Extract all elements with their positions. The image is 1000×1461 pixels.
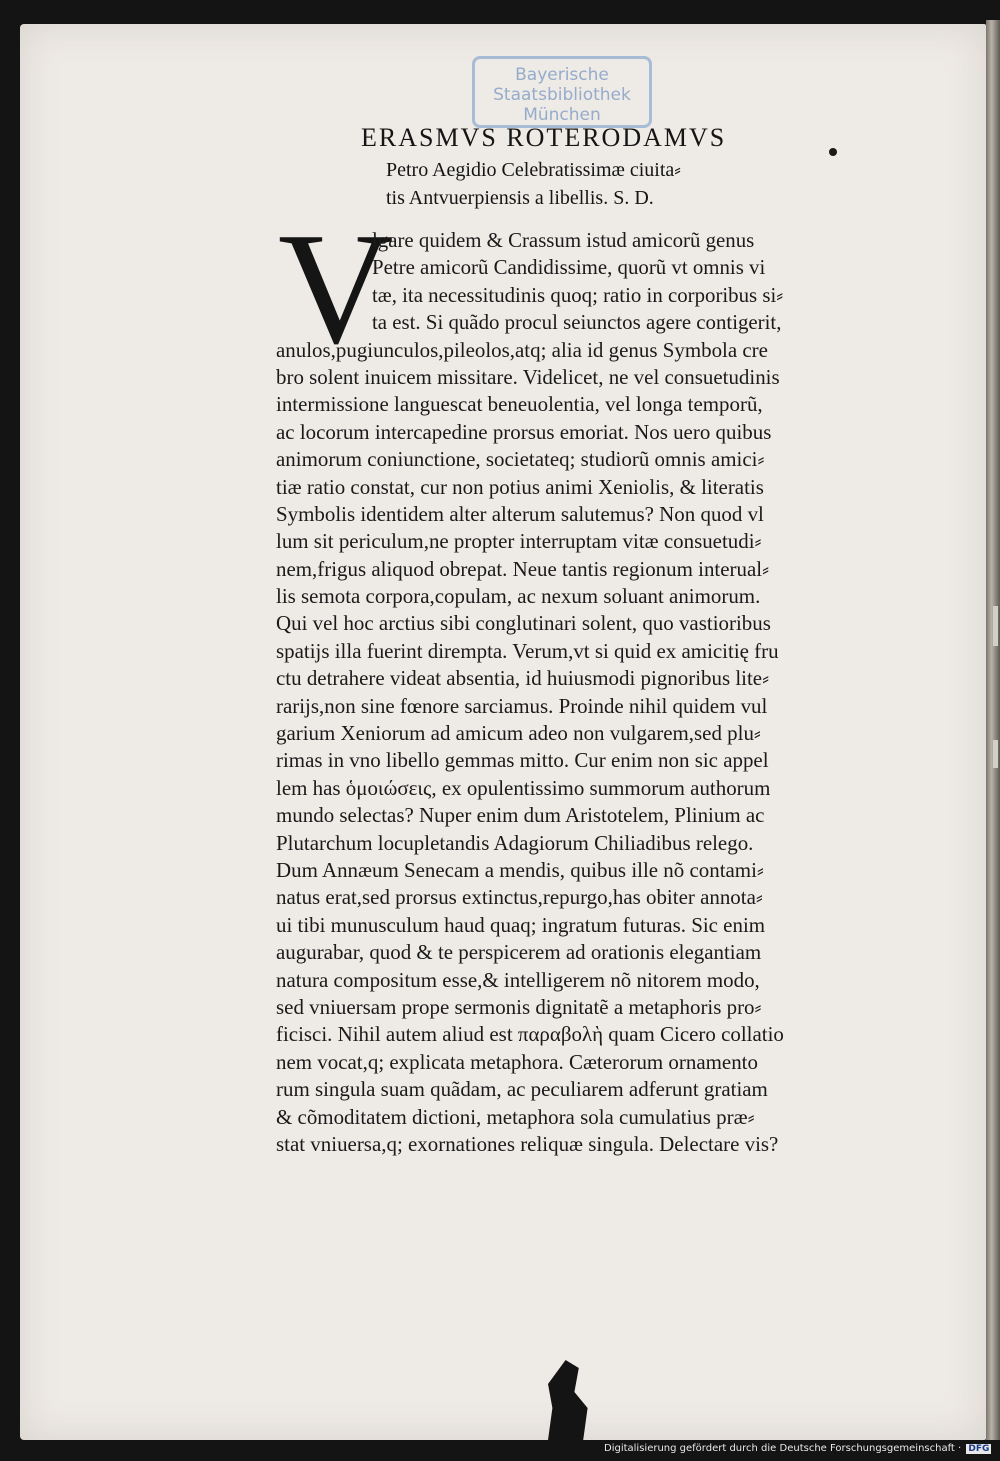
text-line: Symbolis identidem alter alterum salutemus? Non quod vl [276,501,764,526]
text-line: spatijs illa fuerint dirempta. Verum,vt si quid ex amicitię fru [276,638,779,663]
credit-text: Digitalisierung gefördert durch die Deutsche Forschungsgemeinschaft · [604,1443,962,1454]
text-line: augurabar, quod & te perspicerem ad orationis elegantiam [276,940,762,965]
stamp-line: Bayerische [515,65,609,85]
text-line: mundo selectas? Nuper enim dum Aristotelem, Plinium ac [276,803,765,828]
text-line: anulos,pugiunculos,pileolos,atq; alia id genus Symbola cre [276,337,768,362]
ink-dot [829,148,837,156]
dfg-logo: DFG [968,1444,990,1454]
subheading-line: tis Antvuerpiensis a libellis. S. D. [386,187,654,209]
text-line: ctu detrahere videat absentia, id huiusmodi pignoribus lite⸗ [276,666,770,691]
text-line: Dum Annæum Senecam a mendis, quibus ille nõ contami⸗ [276,857,764,882]
text-line: Petre amicorũ Candidissime, quorũ vt omnis vi [372,255,766,280]
book-edge [986,20,1000,1440]
library-stamp [472,56,652,128]
text-line: ac locorum intercapedine prorsus emoriat. Nos uero quibus [276,419,772,444]
text-line: natura compositum esse,& intelligerem nõ nitorem modo, [276,967,760,992]
text-line: tiæ ratio constat, cur non potius animi Xeniolis, & literatis [276,474,764,499]
letter-heading: ERASMVS ROTERODAMVS [361,123,727,152]
text-line: rimas in vno libello gemmas mitto. Cur enim non sic appel [276,748,769,773]
text-line: & cõmoditatem dictioni, metaphora sola cumulatius præ⸗ [276,1104,755,1129]
letter-subheading [386,156,681,212]
subheading-line: Petro Aegidio Celebratissimæ ciuita⸗ [386,159,681,181]
text-line: garium Xeniorum ad amicum adeo non vulgarem,sed plu⸗ [276,721,761,746]
text-line: natus erat,sed prorsus extinctus,repurgo,has obiter annota⸗ [276,885,763,910]
text-line: stat vniuersa,q; exornationes reliquæ singula. Delectare vis? [276,1131,779,1156]
text-line: lum sit periculum,ne propter interruptam vitæ consuetudi⸗ [276,529,762,554]
text-line: Plutarchum locupletandis Adagiorum Chiliadibus relego. [276,830,754,855]
text-line: nem vocat,q; explicata metaphora. Cæterorum ornamento [276,1049,758,1074]
page-edge-mark [993,606,998,646]
text-line: lgare quidem & Crassum istud amicorũ genus [372,228,755,252]
text-line: ficisci. Nihil autem aliud est παραβολὴ quam Cicero collatio [276,1022,784,1047]
text-line: nem,frigus aliquod obrepat. Neue tantis regionum interual⸗ [276,556,770,581]
text-line: lis semota corpora,copulam, ac nexum soluant animorum. [276,584,761,609]
text-line: lem has ὁμοιώσεις, ex opulentissimo summorum authorum [276,775,771,800]
stamp-line: München [523,105,601,125]
text-line: ta est. Si quãdo procul seiunctos agere contigerit, [372,310,782,335]
page-edge-mark [993,740,998,768]
text-line: intermissione languescat beneuolentia, vel longa temporũ, [276,392,763,417]
text-line: rum singula suam quãdam, ac peculiarem adferunt gratiam [276,1077,768,1102]
digitization-credit [604,1443,991,1454]
text-line: tæ, ita necessitudinis quoq; ratio in corporibus si⸗ [372,282,784,307]
text-line: bro solent inuicem missitare. Videlicet, ne vel consuetudinis [276,364,780,389]
letter-body [276,227,936,1158]
drop-cap: V [278,199,394,377]
text-line: animorum coniunctione, societateq; studiorũ omnis amici⸗ [276,447,765,472]
stamp-line: Staatsbibliothek [493,85,631,105]
text-line: sed vniuersam prope sermonis dignitatẽ a metaphoris pro⸗ [276,994,762,1019]
text-line: Qui vel hoc arctius sibi conglutinari solent, quo vastioribus [276,611,771,636]
text-line: rarijs,non sine fœnore sarciamus. Proinde nihil quidem vul [276,693,768,718]
text-line: ui tibi munusculum haud quaq; ingratum futuras. Sic enim [276,912,766,937]
